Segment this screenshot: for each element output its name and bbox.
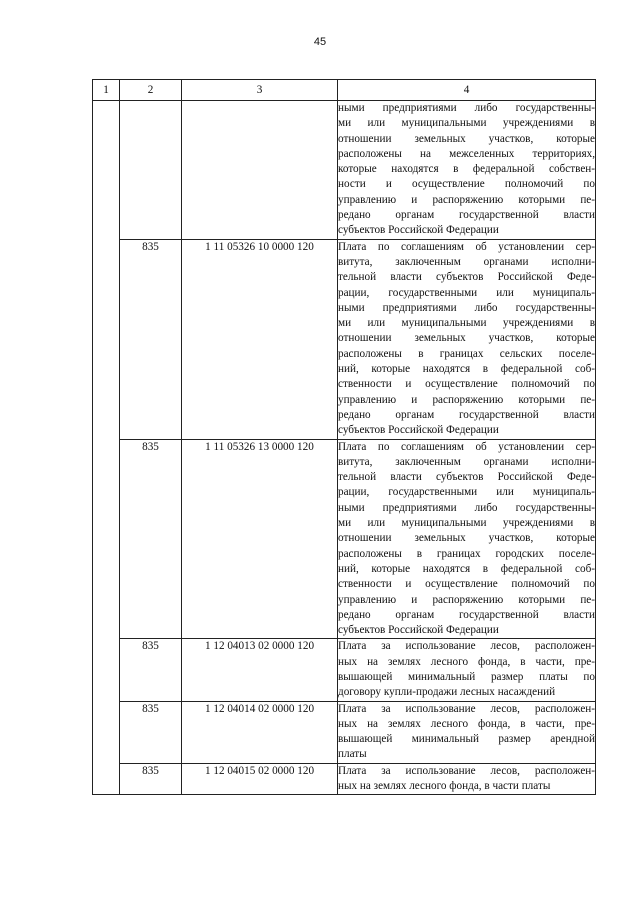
- description-cell: [338, 239, 596, 439]
- description-line: расположены в границах сельских поселе-: [338, 347, 595, 360]
- description-line: ных на землях лесного фонда, в части, пре-: [338, 655, 595, 668]
- description-line: субъектов Российской Федерации: [338, 424, 499, 437]
- description-line: отношении земельных участков, которые: [338, 532, 595, 545]
- description-cell: [338, 639, 596, 701]
- budget-classification-code-cell: 1 12 04014 02 0000 120: [182, 701, 338, 763]
- description-line: редано органам государственной власти: [338, 408, 595, 421]
- admin-code-cell: 835: [120, 763, 182, 795]
- description-line: управлению и распоряжению которыми пе-: [338, 593, 595, 606]
- description-line: ми или муниципальными учреждениями в: [338, 517, 595, 530]
- column-header-2: 2: [120, 80, 182, 101]
- description-line: ми или муниципальными учреждениями в: [338, 117, 595, 130]
- table-row: [93, 763, 596, 795]
- column-1-merged-cell: [93, 101, 120, 795]
- description-line: Плата по соглашениям об установлении сер-: [338, 440, 595, 453]
- description-cell: [338, 701, 596, 763]
- description-line: Плата по соглашениям об установлении сер-: [338, 240, 595, 253]
- page-number: 45: [313, 36, 327, 48]
- description-line: рации, государственными или муниципаль-: [338, 486, 595, 499]
- description-line: Плата за использование лесов, расположен-: [338, 764, 595, 777]
- admin-code-cell: 835: [120, 701, 182, 763]
- budget-classification-code-cell: 1 12 04013 02 0000 120: [182, 639, 338, 701]
- description-line: субъектов Российской Федерации: [338, 624, 499, 637]
- budget-classification-code-cell: 1 11 05326 13 0000 120: [182, 439, 338, 639]
- description-line: платы: [338, 748, 367, 761]
- description-line: тельной власти субъектов Российской Феде-: [338, 271, 595, 284]
- table-row: [93, 701, 596, 763]
- description-line: расположены на межселенных территориях,: [338, 147, 595, 160]
- description-line: витута, заключенным органами исполни-: [338, 455, 595, 468]
- description-line: расположены в границах городских поселе-: [338, 547, 595, 560]
- column-header-1: 1: [93, 80, 120, 101]
- description-line: витута, заключенным органами исполни-: [338, 255, 595, 268]
- description-line: ности и осуществление полномочий по: [338, 178, 595, 191]
- table-header-row: [93, 80, 596, 101]
- table-row: [93, 439, 596, 639]
- description-line: ных на землях лесного фонда, в части платы: [338, 780, 551, 793]
- admin-code-cell: 835: [120, 239, 182, 439]
- description-line: вышающей минимальный размер платы по: [338, 670, 595, 683]
- table-row: [93, 639, 596, 701]
- description-line: ственности и осуществление полномочий по: [338, 578, 595, 591]
- description-line: управлению и распоряжению которыми пе-: [338, 193, 595, 206]
- description-cell: [338, 101, 596, 240]
- description-line: Плата за использование лесов, расположен-: [338, 702, 595, 715]
- description-line: управлению и распоряжению которыми пе-: [338, 393, 595, 406]
- description-line: ми или муниципальными учреждениями в: [338, 317, 595, 330]
- description-line: отношении земельных участков, которые: [338, 332, 595, 345]
- description-line: ственности и осуществление полномочий по: [338, 378, 595, 391]
- description-line: ний, которые находятся в федеральной соб-: [338, 562, 595, 575]
- description-line: Плата за использование лесов, расположен-: [338, 640, 595, 653]
- description-line: ний, которые находятся в федеральной соб-: [338, 363, 595, 376]
- description-cell: [338, 763, 596, 795]
- description-line: договору купли-продажи лесных насаждений: [338, 686, 556, 699]
- budget-classification-code-cell: 1 11 05326 10 0000 120: [182, 239, 338, 439]
- admin-code-cell: 835: [120, 639, 182, 701]
- description-line: ными предприятиями либо государственны-: [338, 501, 595, 514]
- column-header-4: 4: [338, 80, 596, 101]
- description-line: тельной власти субъектов Российской Феде-: [338, 471, 595, 484]
- table-row: [93, 239, 596, 439]
- description-line: ными предприятиями либо государственны-: [338, 301, 595, 314]
- description-line: редано органам государственной власти: [338, 209, 595, 222]
- description-line: отношении земельных участков, которые: [338, 132, 595, 145]
- revenue-codes-table: [92, 79, 596, 795]
- description-line: вышающей минимальный размер арендной: [338, 733, 595, 746]
- description-line: которые находятся в федеральной собствен-: [338, 163, 595, 176]
- table-row: [93, 101, 596, 240]
- description-cell: [338, 439, 596, 639]
- description-line: ными предприятиями либо государственны-: [338, 102, 595, 114]
- column-header-3: 3: [182, 80, 338, 101]
- admin-code-cell: [120, 101, 182, 240]
- description-line: редано органам государственной власти: [338, 608, 595, 621]
- description-line: рации, государственными или муниципаль-: [338, 286, 595, 299]
- budget-classification-code-cell: 1 12 04015 02 0000 120: [182, 763, 338, 795]
- description-line: ных на землях лесного фонда, в части, пре-: [338, 717, 595, 730]
- description-line: субъектов Российской Федерации: [338, 224, 499, 237]
- budget-classification-code-cell: [182, 101, 338, 240]
- admin-code-cell: 835: [120, 439, 182, 639]
